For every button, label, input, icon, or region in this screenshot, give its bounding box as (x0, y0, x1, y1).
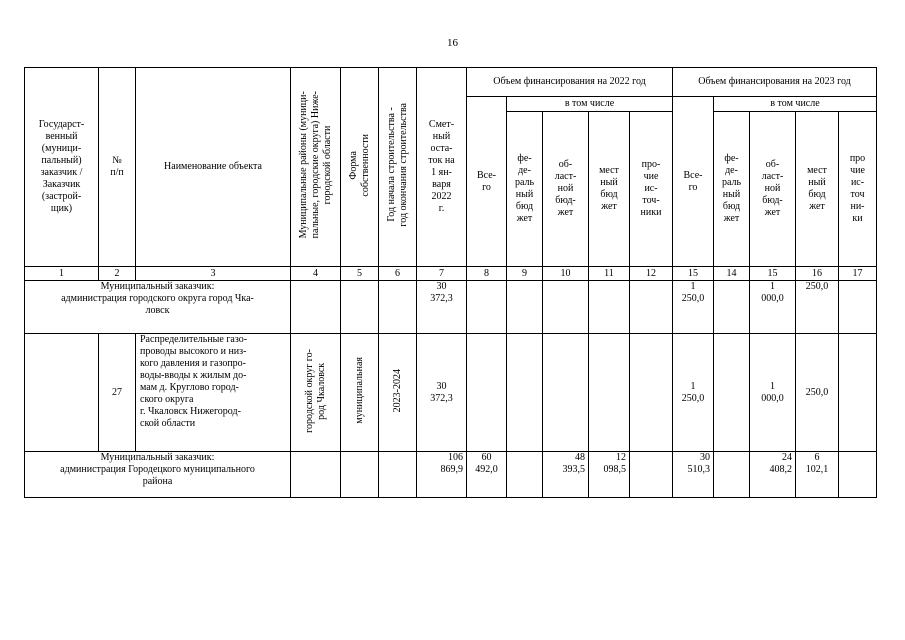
header-years-text: Год начала строительства - год окончания строительства (385, 103, 409, 227)
empty-cell (839, 281, 877, 334)
header-federal-2022: фе- де- раль ный бюд жет (507, 112, 543, 267)
local-2023-cell: 6 102,1 (796, 452, 839, 498)
header-years (379, 68, 417, 267)
total-2023-cell: 1 250,0 (673, 334, 714, 452)
local-2023-cell: 250,0 (796, 281, 839, 334)
col-number: 10 (543, 267, 589, 281)
estimate-cell: 30 372,3 (417, 281, 467, 334)
local-2023-cell: 250,0 (796, 334, 839, 452)
header-local-2022: мест ный бюд жет (589, 112, 630, 267)
empty-cell (341, 281, 379, 334)
total-2023-cell: 30 510,3 (673, 452, 714, 498)
customer-row-gorodets (25, 452, 877, 498)
col-number: 1 (25, 267, 99, 281)
col-number: 5 (341, 267, 379, 281)
col-number: 11 (589, 267, 630, 281)
header-object-name: Наименование объекта (136, 68, 291, 267)
empty-cell (630, 334, 673, 452)
financing-table (24, 67, 877, 498)
estimate-cell: 30 372,3 (417, 334, 467, 452)
empty-cell (630, 452, 673, 498)
header-incl-2023: в том числе (714, 97, 877, 112)
object-name-cell: Распределительные газо- проводы высокого и низ- кого давления и газопро- воды-вводы к жилым до- мам д. Круглово город- ского округа г. Чкаловск Нижегород- ской области (136, 334, 291, 452)
regional-2023-cell: 1 000,0 (750, 334, 796, 452)
local-2022-cell: 12 098,5 (589, 452, 630, 498)
header-incl-2022: в том числе (507, 97, 673, 112)
col-number: 14 (714, 267, 750, 281)
col-number: 17 (839, 267, 877, 281)
years-cell (379, 334, 417, 452)
page-number: 16 (447, 37, 458, 49)
header-other-2022: про- чие ис- точ- ники (630, 112, 673, 267)
empty-cell (291, 281, 341, 334)
empty-cell (507, 334, 543, 452)
header-ownership-text: Форма собственности (347, 133, 371, 197)
col-number: 15 (750, 267, 796, 281)
col-number: 3 (136, 267, 291, 281)
header-other-2023: про чие ис- точ ни- ки (839, 112, 877, 267)
ownership-text: муниципальная (353, 357, 365, 424)
header-customer: Государст- венный (муници- пальный) заказчик / Заказчик (застрой- щик) (25, 68, 99, 267)
customer-name-cell: Муниципальный заказчик: администрация городского округа город Чка- ловск (25, 281, 291, 334)
empty-cell (507, 452, 543, 498)
column-number-row (25, 267, 877, 281)
empty-cell (714, 281, 750, 334)
header-ownership (341, 68, 379, 267)
empty-cell (630, 281, 673, 334)
estimate-cell: 106 869,9 (417, 452, 467, 498)
col-number: 15 (673, 267, 714, 281)
empty-cell (714, 452, 750, 498)
col-number: 12 (630, 267, 673, 281)
header-regional-2023: об- ласт- ной бюд- жет (750, 112, 796, 267)
empty-cell (839, 452, 877, 498)
regional-2023-cell: 24 408,2 (750, 452, 796, 498)
header-district-text: Муниципальные районы (муници- пальные, городские округа) Ниже- городской области (297, 91, 333, 239)
ownership-cell (341, 334, 379, 452)
header-total-2022: Все- го (467, 97, 507, 267)
empty-cell (379, 281, 417, 334)
district-cell (291, 334, 341, 452)
empty-cell (467, 281, 507, 334)
regional-2022-cell: 48 393,5 (543, 452, 589, 498)
regional-2023-cell: 1 000,0 (750, 281, 796, 334)
col-number: 2 (99, 267, 136, 281)
total-2023-cell: 1 250,0 (673, 281, 714, 334)
empty-cell (291, 452, 341, 498)
empty-cell (543, 281, 589, 334)
empty-cell (467, 334, 507, 452)
empty-cell (341, 452, 379, 498)
header-estimate: Смет- ный оста- ток на 1 ян- варя 2022 г. (417, 68, 467, 267)
empty-cell (714, 334, 750, 452)
empty-cell (507, 281, 543, 334)
col-number: 7 (417, 267, 467, 281)
header-local-2023: мест ный бюд жет (796, 112, 839, 267)
empty-cell (25, 334, 99, 452)
header-total-2023: Все- го (673, 97, 714, 267)
header-district (291, 68, 341, 267)
header-federal-2023: фе- де- раль ный бюд жет (714, 112, 750, 267)
header-regional-2022: об- ласт- ной бюд- жет (543, 112, 589, 267)
customer-row-chkalovsk (25, 281, 877, 334)
years-text: 2023-2024 (391, 368, 403, 413)
header-num: № п/п (99, 68, 136, 267)
col-number: 9 (507, 267, 543, 281)
header-fin-2022: Объем финансирования на 2022 год (467, 68, 673, 97)
header-fin-2023: Объем финансирования на 2023 год (673, 68, 877, 97)
customer-name-cell: Муниципальный заказчик: администрация Городецкого муниципального района (25, 452, 291, 498)
total-2022-cell: 60 492,0 (467, 452, 507, 498)
empty-cell (589, 334, 630, 452)
empty-cell (543, 334, 589, 452)
object-row-27 (25, 334, 877, 452)
col-number: 16 (796, 267, 839, 281)
empty-cell (379, 452, 417, 498)
empty-cell (839, 334, 877, 452)
object-num-cell: 27 (99, 334, 136, 452)
header-row-1 (25, 68, 877, 97)
district-text: городской округ го- род Чкаловск (303, 348, 327, 433)
col-number: 4 (291, 267, 341, 281)
col-number: 6 (379, 267, 417, 281)
col-number: 8 (467, 267, 507, 281)
empty-cell (589, 281, 630, 334)
